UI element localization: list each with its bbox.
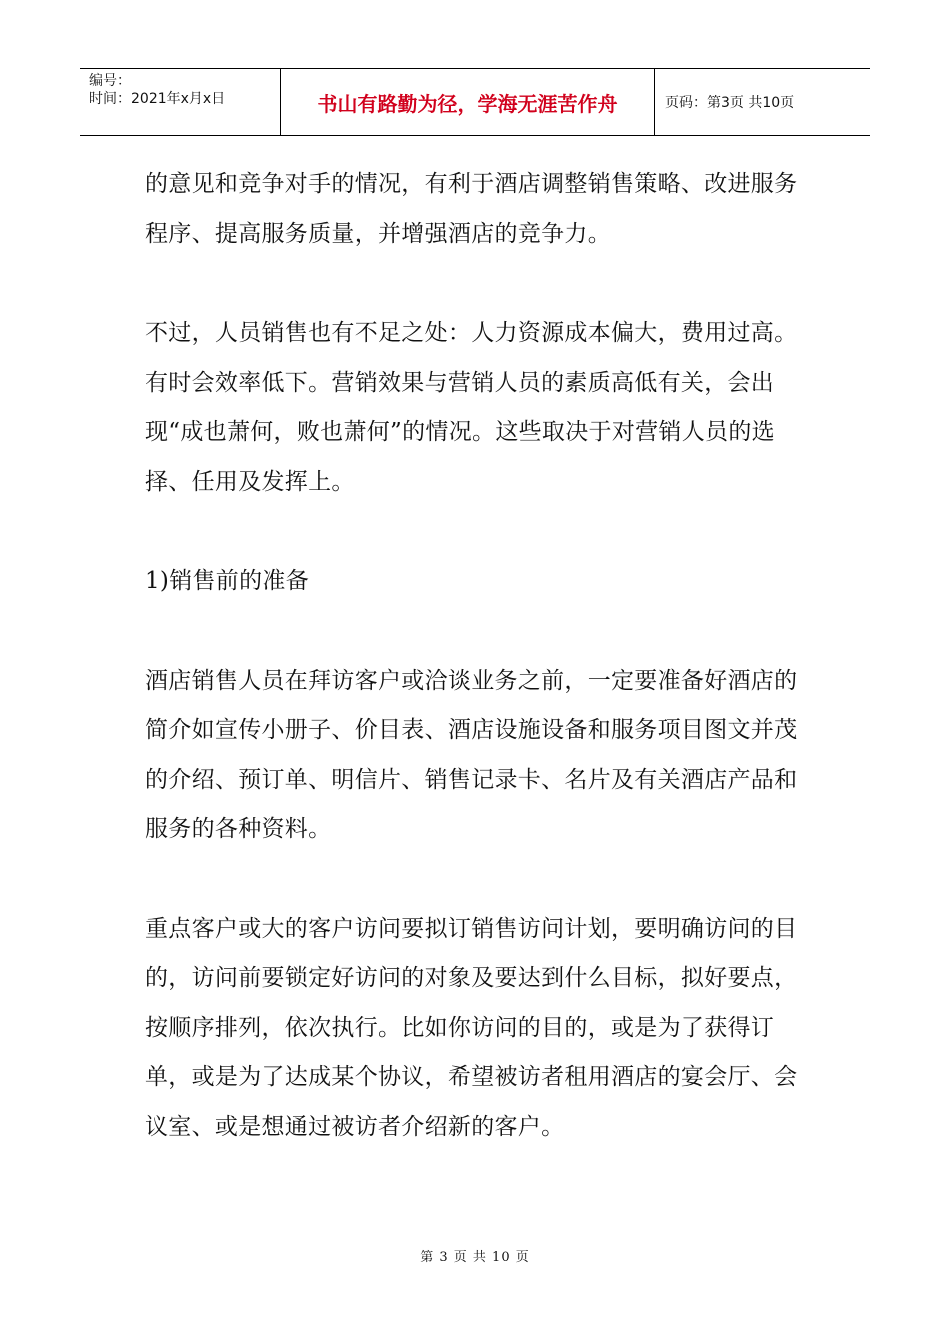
document-time-label: 时间：2021年x月x日 xyxy=(89,91,226,107)
paragraph: 重点客户或大的客户访问要拟订销售访问计划，要明确访问的目的，访问前要锁定好访问的对象及要达到什么目标，拟好要点，按顺序排列，依次执行。比如你访问的目的，或是为了获得订单，或是为了达成某个协议，希望被访者租用酒店的宴会厅、会议室、或是想通过被访者介绍新的客户。 xyxy=(145,915,798,1140)
paragraph: 的意见和竞争对手的情况，有利于酒店调整销售策略、改进服务程序、提高服务质量，并增强酒店的竞争力。 xyxy=(145,171,798,247)
page-header xyxy=(80,68,870,136)
document-number-label: 编号： xyxy=(89,73,131,89)
paragraph: 不过，人员销售也有不足之处：人力资源成本偏大，费用过高。有时会效率低下。营销效果与营销人员的素质高低有关，会出现“成也萧何，败也萧何”的情况。这些取决于对营销人员的选择、任用及发挥上。 xyxy=(145,320,798,495)
document-body xyxy=(145,160,815,1152)
header-motto: 书山有路勤为径，学海无涯苦作舟 xyxy=(281,69,655,135)
header-page-info: 页码：第3页 共10页 xyxy=(665,95,795,111)
section-heading: 1)销售前的准备 xyxy=(145,568,310,594)
paragraph: 酒店销售人员在拜访客户或洽谈业务之前，一定要准备好酒店的简介如宣传小册子、价目表、酒店设施设备和服务项目图文并茂的介绍、预订单、明信片、销售记录卡、名片及有关酒店产品和服务的各种资料。 xyxy=(145,667,798,842)
page-footer: 第 3 页 共 10 页 xyxy=(420,1250,530,1265)
header-meta xyxy=(80,69,281,135)
